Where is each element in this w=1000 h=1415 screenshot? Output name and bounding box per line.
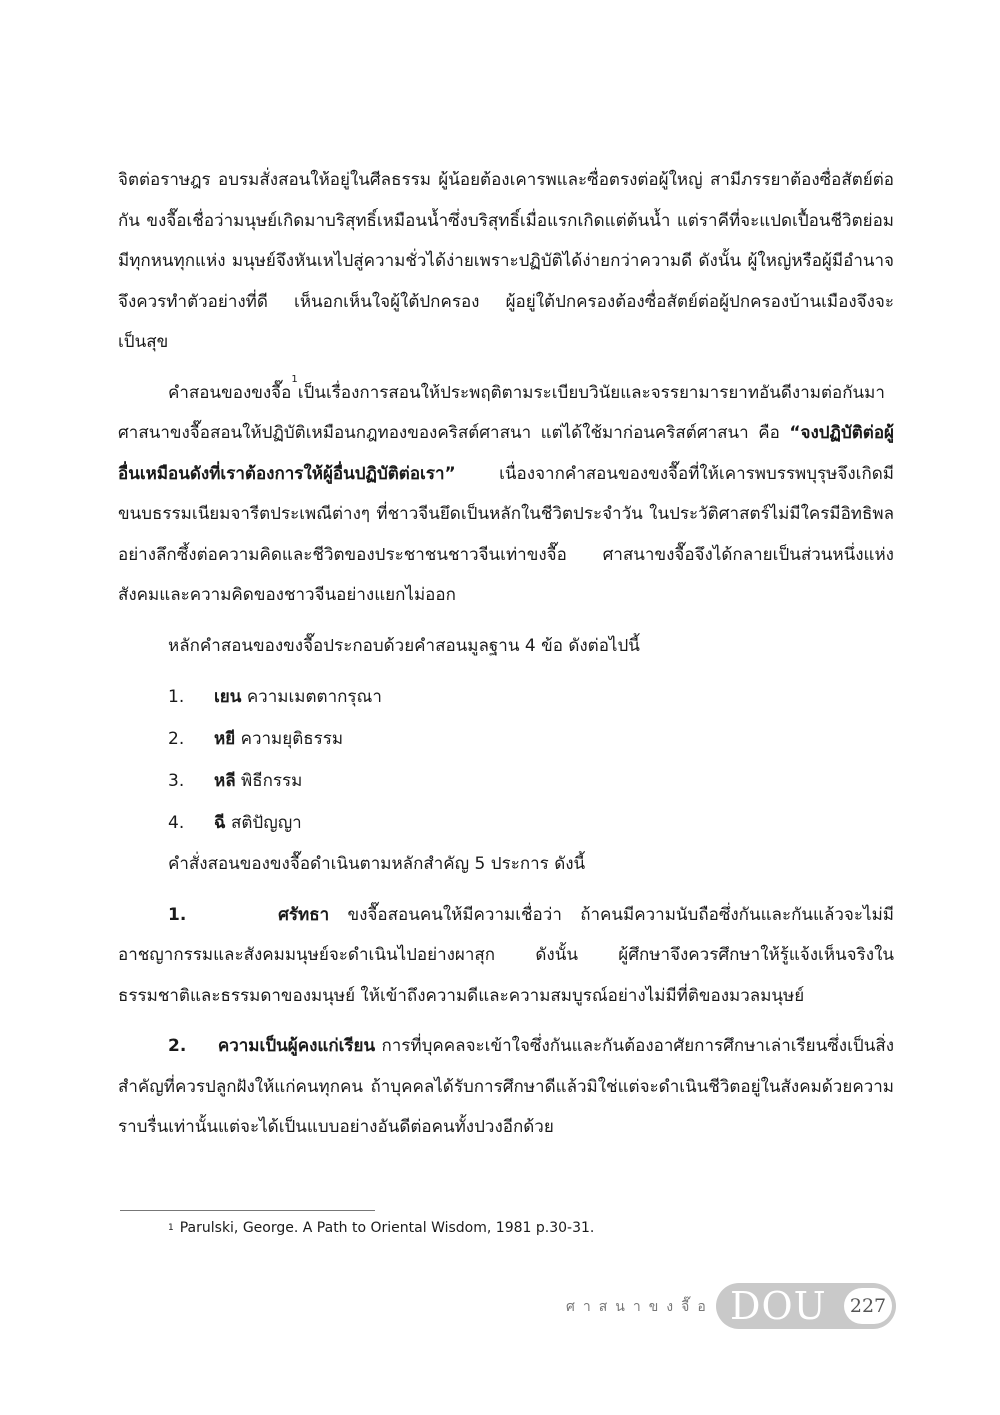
footer-badge [716,1283,896,1329]
paragraph-4: คำสั่งสอนของขงจื๊อดำเนินตามหลักสำคัญ 5 ประการ ดังนี้ [168,854,586,874]
brand-logo: DOU [730,1284,827,1328]
list-item-term: เยน [214,687,242,707]
section-term: ศรัทธา [278,904,330,925]
list-item-term: ฉี [214,813,226,833]
footer-book-title: ศาสนาขงจื๊อ [566,1299,714,1315]
main-content [118,160,894,1148]
paragraph-5 [118,895,894,1017]
paragraph-6 [118,1026,894,1148]
list-item-description: พิธีกรรม [241,771,303,791]
paragraph-3: หลักคำสอนของขงจื๊อประกอบด้วยคำสอนมูลฐาน 4 ข้อ ดังต่อไปนี้ [168,635,640,656]
paragraph-2-middle: เป็นเรื่องการสอนให้ประพฤติตามระเบียบวินัยและจรรยามารยาทอันดีงามต่อกันมา ศาสนาขงจื๊อสอนให้ปฏิบัติเหมือนกฎทองของคริสต์ศาสนา แต่ได้ใช้มาก่อนคริสต์ศาสนา คือ [118,382,885,443]
page-number: 227 [844,1288,892,1324]
footnote-text: Parulski, George. A Path to Oriental Wisdom, 1981 p.30-31. [179,1220,595,1236]
footnote-divider [120,1210,375,1211]
list-item [118,760,894,802]
section-number: 1. [168,904,187,925]
footnote [168,1218,594,1238]
section-text: ขงจื๊อสอนคนให้มีความเชื่อว่า ถ้าคนมีความนับถือซึ่งกันและกันแล้วจะไม่มีอาชญากรรมและสังคมมนุษย์จะดำเนินไปอย่างผาสุก ดังนั้น ผู้ศึกษาจึงควรศึกษาให้รู้แจ้งเห็นจริงในธรรมชาติและธรรมดาของมนุษย์ ให้เข้าถึงความดีและความสมบูรณ์อย่างไม่มีที่ติของมวลมนุษย์ [118,904,894,1006]
list-item-term: หลี [214,771,236,791]
footnote-reference[interactable]: 1 [291,373,298,385]
section-term: ความเป็นผู้คงแก่เรียน [217,1036,376,1056]
footnote-marker: 1 [168,1223,174,1233]
list-item-number: 3. [168,771,185,791]
section-number: 2. [168,1036,187,1056]
list-item-description: ความยุติธรรม [240,729,344,749]
list-item-number: 1. [168,687,185,707]
principles-list [118,676,894,844]
list-item [118,718,894,760]
paragraph-2 [118,373,894,616]
paragraph-1: จิตต่อราษฎร อบรมสั่งสอนให้อยู่ในศีลธรรม ผู้น้อยต้องเคารพและซื่อตรงต่อผู้ใหญ่ สามีภรรยาต้องซื่อสัตย์ต่อกัน ขงจื๊อเชื่อว่ามนุษย์เกิดมาบริสุทธิ์เหมือนน้ำซึ่งบริสุทธิ์เมื่อแรกเกิดแต่ต้นน้ำ แต่ราคีที่จะแปดเปื้อนชีวิตย่อมมีทุกหนทุกแห่ง มนุษย์จึงหันเหไปสู่ความชั่วได้ง่ายเพราะปฏิบัติได้ง่ายกว่าความดี ดังนั้น ผู้ใหญ่หรือผู้มีอำนาจจึงควรทำตัวอย่างที่ดี เห็นอกเห็นใจผู้ใต้ปกครอง ผู้อยู่ใต้ปกครองต้องซื่อสัตย์ต่อผู้ปกครองบ้านเมืองจึงจะเป็นสุข [118,170,894,352]
section-text: การที่บุคคลจะเข้าใจซึ่งกันและกันต้องอาศัยการศึกษาเล่าเรียนซึ่งเป็นสิ่งสำคัญที่ควรปลูกฝังให้แก่คนทุกคน ถ้าบุคคลได้รับการศึกษาดีแล้วมิใช่แต่จะดำเนินชีวิตอยู่ในสังคมด้วยความราบรื่นเท่านั้นแต่จะได้เป็นแบบอย่างอันดีต่อคนทั้งปวงอีกด้วย [118,1036,894,1137]
paragraph-2-start: คำสอนของขงจื๊อ [168,382,292,403]
list-item [118,802,894,844]
list-item-number: 2. [168,729,185,749]
list-item-number: 4. [168,813,185,833]
paragraph-2-end: เนื่องจากคำสอนของขงจื๊อที่ให้เคารพบรรพบุรุษจึงเกิดมีขนบธรรมเนียมจารีตประเพณีต่างๆ ที่ชาวจีนยึดเป็นหลักในชีวิตประจำวัน ในประวัติศาสตร์ไม่มีใครมีอิทธิพลอย่างลึกซึ้งต่อความคิดและชีวิตของประชาชนชาวจีนเท่าขงจื๊อ ศาสนาขงจื๊อจึงได้กลายเป็นส่วนหนึ่งแห่งสังคมและความคิดของชาวจีนอย่างแยกไม่ออก [118,463,894,605]
list-item-term: หยี [214,729,236,749]
list-item-description: ความเมตตากรุณา [246,687,382,707]
list-item-description: สติปัญญา [231,813,302,833]
list-item [118,676,894,718]
golden-rule-quote: “จงปฏิบัติต่อผู้อื่นเหมือนดังที่เราต้องการให้ผู้อื่นปฏิบัติต่อเรา” [118,423,894,484]
